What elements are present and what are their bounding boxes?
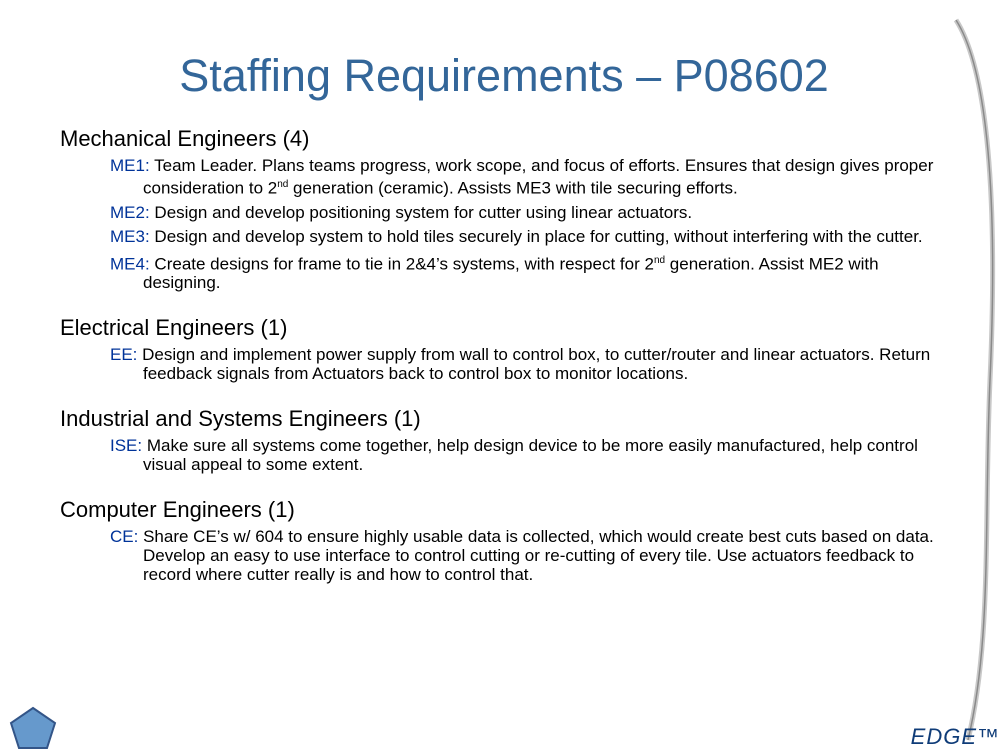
item-label: ME1:: [110, 156, 150, 175]
section-mechanical: [60, 126, 960, 292]
list-item: [110, 345, 960, 383]
item-text: Create designs for frame to tie in 2&4’s systems, with respect for 2: [154, 254, 654, 274]
section-heading: Industrial and Systems Engineers (1): [60, 406, 421, 432]
pentagon-icon: [8, 706, 58, 750]
item-label: CE:: [110, 527, 139, 547]
item-text: Design and implement power supply from wall to control box, to cutter/router and linear actuators. Return feedback signals from Actuators back to control box to monitor locations.: [142, 345, 931, 384]
section-heading: Computer Engineers (1): [60, 497, 295, 523]
list-item: [110, 436, 960, 474]
item-text: Design and develop positioning system for cutter using linear actuators.: [154, 202, 693, 222]
item-text: Make sure all systems come together, help design device to be more easily manufactured, help control visual appeal to some extent.: [143, 436, 918, 475]
item-label: ME3:: [110, 226, 150, 246]
item-text-after: generation (ceramic). Assists ME3 with tile securing efforts.: [288, 178, 738, 198]
item-superscript: nd: [653, 254, 666, 266]
item-text: Share CE’s w/ 604 to ensure highly usable data is collected, which would create best cuts based on data. Develop an easy to use interface to control cutting or re-cutting of every tile. Use actuators feedback to record where cutter really is and how to control that.: [143, 527, 934, 585]
list-item: [110, 527, 960, 584]
item-label: ME4:: [110, 254, 150, 274]
item-text: Design and develop system to hold tiles securely in place for cutting, without interfering with the cutter.: [154, 226, 923, 246]
item-label: ME2:: [110, 202, 150, 222]
item-text-after: generation. Assist ME2 with designing.: [143, 254, 879, 293]
list-item: [110, 203, 960, 222]
item-superscript: nd: [277, 179, 289, 190]
section-computer: [60, 497, 960, 584]
item-text: Team Leader. Plans teams progress, work scope, and focus of efforts. Ensures that design gives proper consideration to 2: [143, 156, 934, 198]
slide-title: Staffing Requirements – P08602: [179, 50, 829, 101]
section-electrical: [60, 315, 960, 383]
list-item: [110, 156, 960, 198]
section-heading: Electrical Engineers (1): [60, 315, 288, 341]
slide-content: [60, 126, 960, 589]
edge-logo: EDGE™: [910, 724, 1000, 749]
item-label: ISE:: [110, 436, 143, 456]
section-heading: Mechanical Engineers (4): [60, 126, 310, 151]
item-label: EE:: [110, 345, 138, 365]
section-industrial: [60, 406, 960, 474]
list-item: [110, 251, 960, 293]
list-item: [110, 227, 960, 246]
